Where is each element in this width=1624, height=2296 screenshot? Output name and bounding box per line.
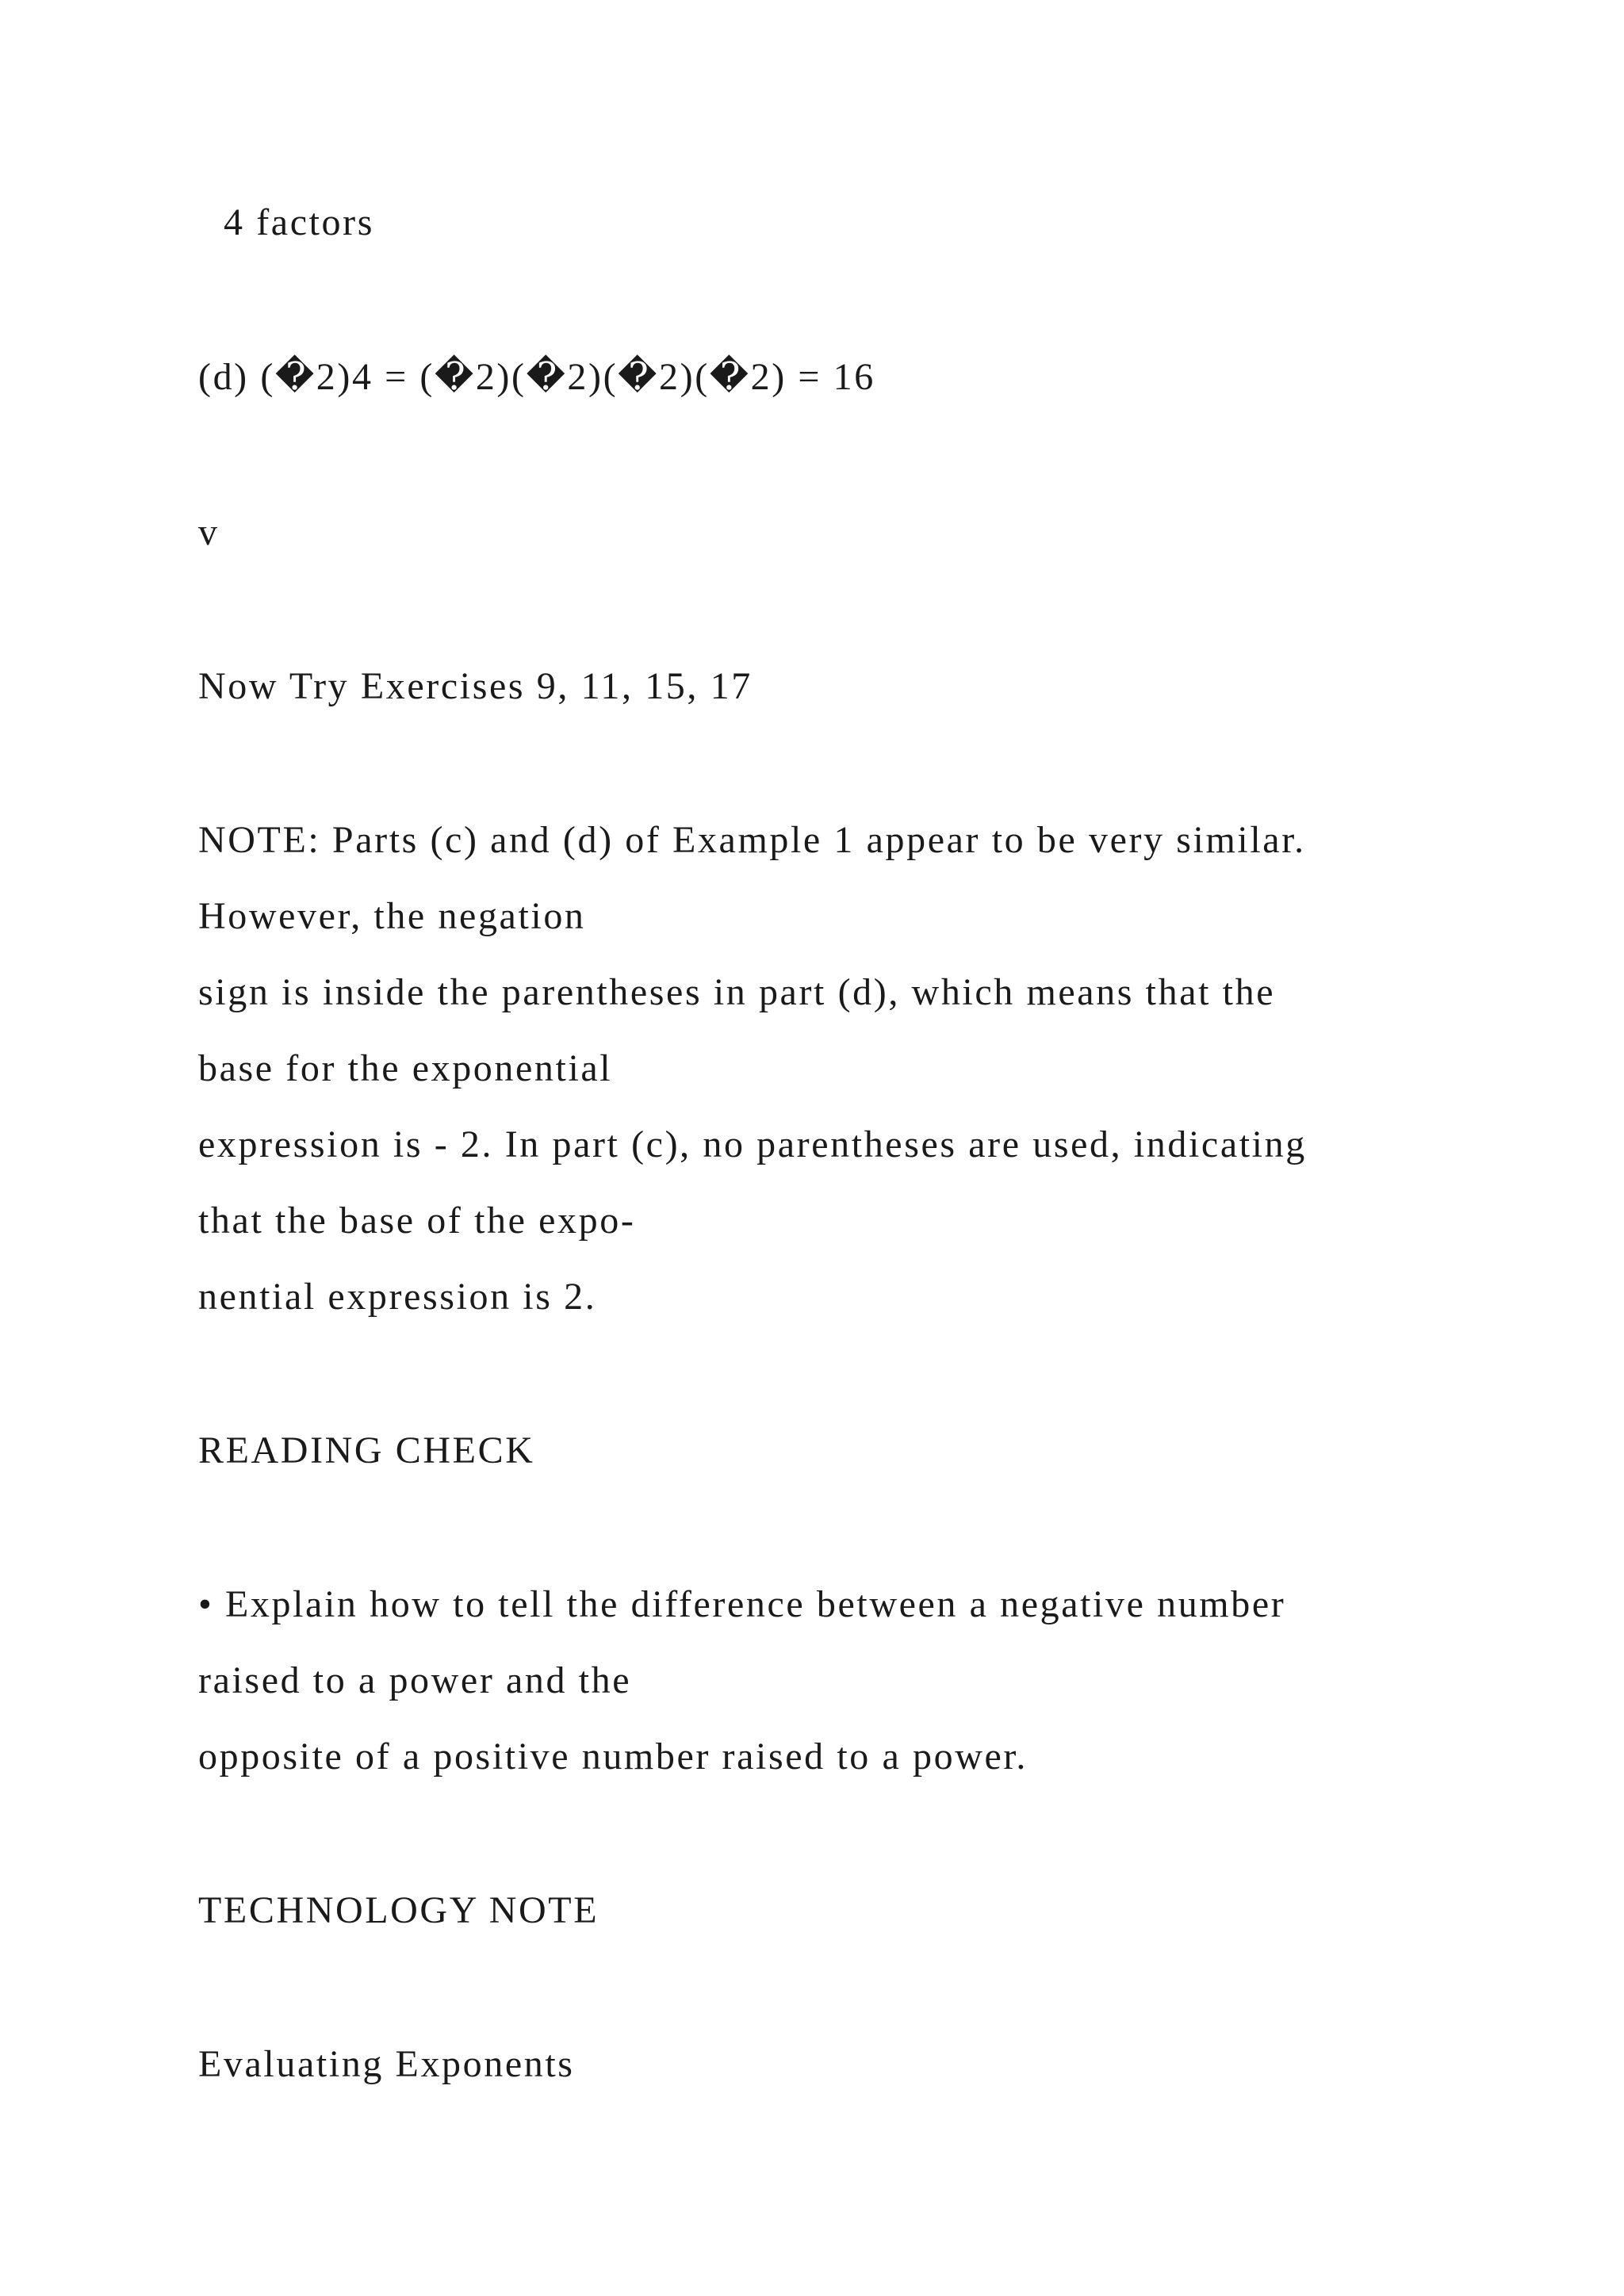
stray-v-text: v [198, 511, 220, 553]
note-line: expression is - 2. In part (c), no parentheses are used, indicating [198, 1123, 1307, 1165]
note-line: base for the exponential [198, 1047, 613, 1089]
now-try-exercises: Now Try Exercises 9, 11, 15, 17 [198, 665, 753, 707]
technology-note-heading: TECHNOLOGY NOTE [198, 1889, 599, 1931]
note-line: that the base of the expo- [198, 1200, 636, 1242]
note-line: However, the negation [198, 895, 586, 937]
reading-check-line: opposite of a positive number raised to a power. [198, 1735, 1028, 1777]
note-line: sign is inside the parentheses in part (d), which means that the [198, 971, 1276, 1013]
note-line: NOTE: Parts (c) and (d) of Example 1 appear to be very similar. [198, 819, 1306, 861]
example-d-equation: (d) (�2)4 = (�2)(�2)(�2)(�2) = 16 [198, 356, 875, 398]
note-line: nential expression is 2. [198, 1276, 597, 1318]
reading-check-line: • Explain how to tell the difference between a negative number [198, 1583, 1286, 1625]
technology-note-title: Evaluating Exponents [198, 2043, 575, 2085]
reading-check-line: raised to a power and the [198, 1659, 632, 1701]
factors-label: 4 factors [224, 201, 374, 243]
reading-check-heading: READING CHECK [198, 1429, 535, 1471]
